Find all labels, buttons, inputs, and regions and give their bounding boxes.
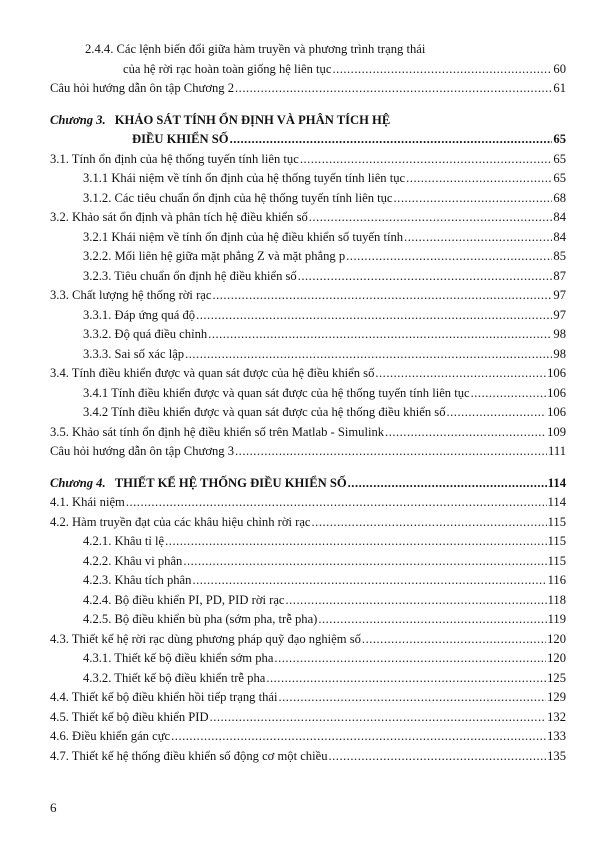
toc-entry-text: 4.7. Thiết kế hệ thống điều khiển số động cơ một chiều — [50, 748, 328, 763]
toc-chapter-heading — [50, 111, 566, 150]
toc-entry-text-cont: của hệ rời rạc hoàn toàn giống hệ liên tục — [123, 61, 332, 76]
toc-entry-text: 3.3.1. Đáp ứng quá độ — [83, 307, 196, 322]
toc-entry-text: 3.1.2. Các tiêu chuẩn ổn định của hệ thống tuyến tính liên tục — [83, 190, 393, 205]
toc-entry-text: 3.5. Khảo sát tính ổn định hệ điều khiển số trên Matlab - Simulink — [50, 424, 385, 439]
toc-entry-text: 4.2.5. Bộ điều khiển bù pha (sớm pha, trễ pha) — [83, 612, 318, 626]
chapter-title: THIẾT KẾ HỆ THỐNG ĐIỀU KHIỂN SỐ — [114, 475, 347, 490]
toc-entry — [50, 649, 566, 669]
toc-entry-text: 3.1. Tính ổn định của hệ thống tuyến tính liên tục — [50, 151, 299, 166]
toc-entry — [50, 208, 566, 228]
toc-entry — [50, 493, 566, 513]
leader-dots — [274, 649, 546, 669]
toc-page-number: 120 — [547, 631, 566, 646]
chapter-title-cont: ĐIỀU KHIỂN SỐ — [132, 132, 229, 146]
leader-dots — [165, 532, 546, 552]
toc-entry — [50, 532, 566, 552]
chapter-title: KHẢO SÁT TÍNH ỔN ĐỊNH VÀ PHÂN TÍCH HỆ — [114, 112, 391, 127]
toc-page-number: 132 — [547, 709, 566, 724]
leader-dots — [208, 325, 552, 345]
toc-page-number: 106 — [547, 366, 566, 380]
toc-page-number: 98 — [553, 327, 566, 341]
leader-dots — [329, 747, 547, 767]
toc-entry — [50, 79, 566, 99]
toc-entry — [50, 384, 566, 404]
toc-entry-text: 3.2.1 Khái niệm về tính ổn định của hệ điều khiển số tuyến tính — [83, 229, 404, 244]
toc-page-number: 109 — [547, 424, 566, 439]
toc-entry — [50, 571, 566, 591]
toc-page-number: 85 — [553, 249, 566, 263]
toc-entry-text: 3.2.2. Mối liên hệ giữa mặt phẳng Z và mặt phẳng p — [83, 249, 346, 263]
toc-entry-text: 4.3.2. Thiết kế bộ điều khiển trễ pha — [83, 670, 266, 685]
toc-entry — [50, 669, 566, 689]
toc-entry-text: 3.3.2. Độ quá điều chỉnh — [83, 327, 208, 341]
toc-entry-text: 4.2.3. Khâu tích phân — [83, 573, 192, 587]
leader-dots — [192, 571, 546, 591]
leader-dots — [171, 727, 546, 747]
toc-page-number: 97 — [553, 307, 566, 322]
toc-entry-text: 3.3.3. Sai số xác lập — [83, 346, 185, 361]
toc-entry — [50, 169, 566, 189]
toc-page-number: 129 — [547, 690, 566, 704]
leader-dots — [183, 552, 546, 572]
toc-entry-text: 4.1. Khái niệm — [50, 495, 125, 509]
toc-entry — [50, 325, 566, 345]
toc-page-number: 60 — [553, 61, 566, 76]
leader-dots — [212, 286, 552, 306]
leader-dots — [300, 150, 553, 170]
toc-entry-text: 4.4. Thiết kế bộ điều khiển hồi tiếp trạng thái — [50, 690, 278, 704]
toc-entry-text: 4.2. Hàm truyền đạt của các khâu hiệu chỉnh rời rạc — [50, 514, 311, 529]
toc-entry-text: 4.2.1. Khâu tỉ lệ — [83, 534, 165, 548]
toc-page-number: 118 — [547, 592, 566, 607]
page-number: 6 — [50, 800, 57, 815]
leader-dots — [309, 208, 553, 228]
leader-dots — [210, 708, 547, 728]
toc-entry — [50, 513, 566, 533]
toc-entry — [50, 591, 566, 611]
toc-entry — [50, 552, 566, 572]
toc-page-number: 84 — [553, 210, 566, 224]
toc-page-number: 115 — [547, 514, 566, 529]
leader-dots — [385, 423, 546, 443]
toc-entry — [50, 727, 566, 747]
toc-entry — [50, 189, 566, 209]
toc-entry — [50, 267, 566, 287]
toc-page-number: 115 — [547, 534, 566, 548]
leader-dots — [278, 688, 546, 708]
leader-dots — [266, 669, 546, 689]
toc-entry-text: 4.2.4. Bộ điều khiển PI, PD, PID rời rạc — [83, 592, 285, 607]
table-of-contents — [50, 40, 566, 766]
toc-entry — [50, 630, 566, 650]
leader-dots — [298, 267, 553, 287]
toc-page-number: 116 — [547, 573, 566, 587]
toc-page-number: 114 — [547, 475, 566, 490]
leader-dots — [394, 189, 553, 209]
chapter-label: Chương 4. — [50, 475, 106, 490]
leader-dots — [196, 306, 552, 326]
toc-entry-text: 3.4.2 Tính điều khiển được và quan sát được của hệ thống điều khiển số — [83, 405, 446, 419]
toc-page-number: 115 — [547, 553, 566, 568]
toc-entry-text: Câu hỏi hướng dẫn ôn tập Chương 2 — [50, 81, 235, 95]
toc-page-number: 125 — [547, 670, 566, 685]
toc-entry-text: 4.6. Điều khiển gán cực — [50, 729, 171, 743]
toc-page-number: 114 — [547, 495, 566, 509]
toc-entry — [50, 345, 566, 365]
toc-page-number: 97 — [553, 288, 566, 302]
toc-entry — [50, 423, 566, 443]
toc-page-number: 61 — [553, 81, 566, 95]
toc-entry-text: 4.2.2. Khâu vi phân — [83, 553, 183, 568]
toc-page-number: 65 — [553, 171, 566, 185]
toc-page-number: 133 — [547, 729, 566, 743]
toc-page-number: 68 — [553, 190, 566, 205]
leader-dots — [375, 364, 546, 384]
toc-entry-text: 3.1.1 Khái niệm về tính ổn định của hệ thống tuyến tính liên tục — [83, 171, 406, 185]
toc-page-number: 111 — [548, 444, 566, 458]
leader-dots — [404, 228, 552, 248]
toc-entry-text: 4.5. Thiết kế bộ điều khiển PID — [50, 709, 209, 724]
toc-page-number: 98 — [553, 346, 566, 361]
toc-entry-text: 3.2.3. Tiêu chuẩn ổn định hệ điều khiển số — [83, 268, 297, 283]
toc-entry — [50, 247, 566, 267]
toc-entry — [50, 403, 566, 423]
toc-page-number: 84 — [553, 229, 566, 244]
toc-entry — [50, 688, 566, 708]
toc-entry-text: 2.4.4. Các lệnh biến đổi giữa hàm truyền và phương trình trạng thái — [85, 42, 426, 56]
toc-entry-text: 4.3.1. Thiết kế bộ điều khiển sớm pha — [83, 651, 274, 665]
toc-page-number: 135 — [547, 748, 566, 763]
leader-dots — [346, 247, 552, 267]
toc-page-number: 106 — [547, 385, 566, 400]
toc-entry — [50, 747, 566, 767]
toc-page-number: 87 — [553, 268, 566, 283]
toc-entry — [50, 610, 566, 630]
leader-dots — [332, 60, 552, 80]
chapter-label: Chương 3. — [50, 112, 106, 127]
leader-dots — [230, 130, 553, 150]
toc-page-number: 119 — [547, 612, 566, 626]
leader-dots — [362, 630, 546, 650]
leader-dots — [447, 403, 547, 423]
toc-page-number: 65 — [553, 132, 566, 146]
leader-dots — [235, 79, 552, 99]
leader-dots — [126, 493, 547, 513]
toc-entry-text: 3.4. Tính điều khiển được và quan sát được của hệ điều khiển số — [50, 366, 375, 380]
leader-dots — [318, 610, 546, 630]
toc-entry-text: 3.2. Khảo sát ổn định và phân tích hệ điều khiển số — [50, 210, 308, 224]
toc-entry-text: Câu hỏi hướng dẫn ôn tập Chương 3 — [50, 444, 235, 458]
leader-dots — [235, 442, 547, 462]
toc-entry-text: 3.3. Chất lượng hệ thống rời rạc — [50, 288, 212, 302]
toc-entry-text: 4.3. Thiết kế hệ rời rạc dùng phương pháp quỹ đạo nghiệm số — [50, 631, 361, 646]
leader-dots — [471, 384, 546, 404]
leader-dots — [348, 474, 547, 494]
toc-entry — [50, 40, 566, 79]
leader-dots — [406, 169, 552, 189]
toc-entry-text: 3.4.1 Tính điều khiển được và quan sát được của hệ thống tuyến tính liên tục — [83, 385, 470, 400]
leader-dots — [185, 345, 552, 365]
leader-dots — [312, 513, 547, 533]
toc-entry — [50, 306, 566, 326]
toc-entry — [50, 286, 566, 306]
toc-page-number: 106 — [547, 405, 566, 419]
toc-page-number: 65 — [553, 151, 566, 166]
toc-entry — [50, 228, 566, 248]
toc-entry — [50, 708, 566, 728]
toc-page-number: 120 — [547, 651, 566, 665]
leader-dots — [286, 591, 547, 611]
toc-entry — [50, 442, 566, 462]
toc-entry — [50, 364, 566, 384]
toc-chapter-heading — [50, 474, 566, 494]
toc-entry — [50, 150, 566, 170]
